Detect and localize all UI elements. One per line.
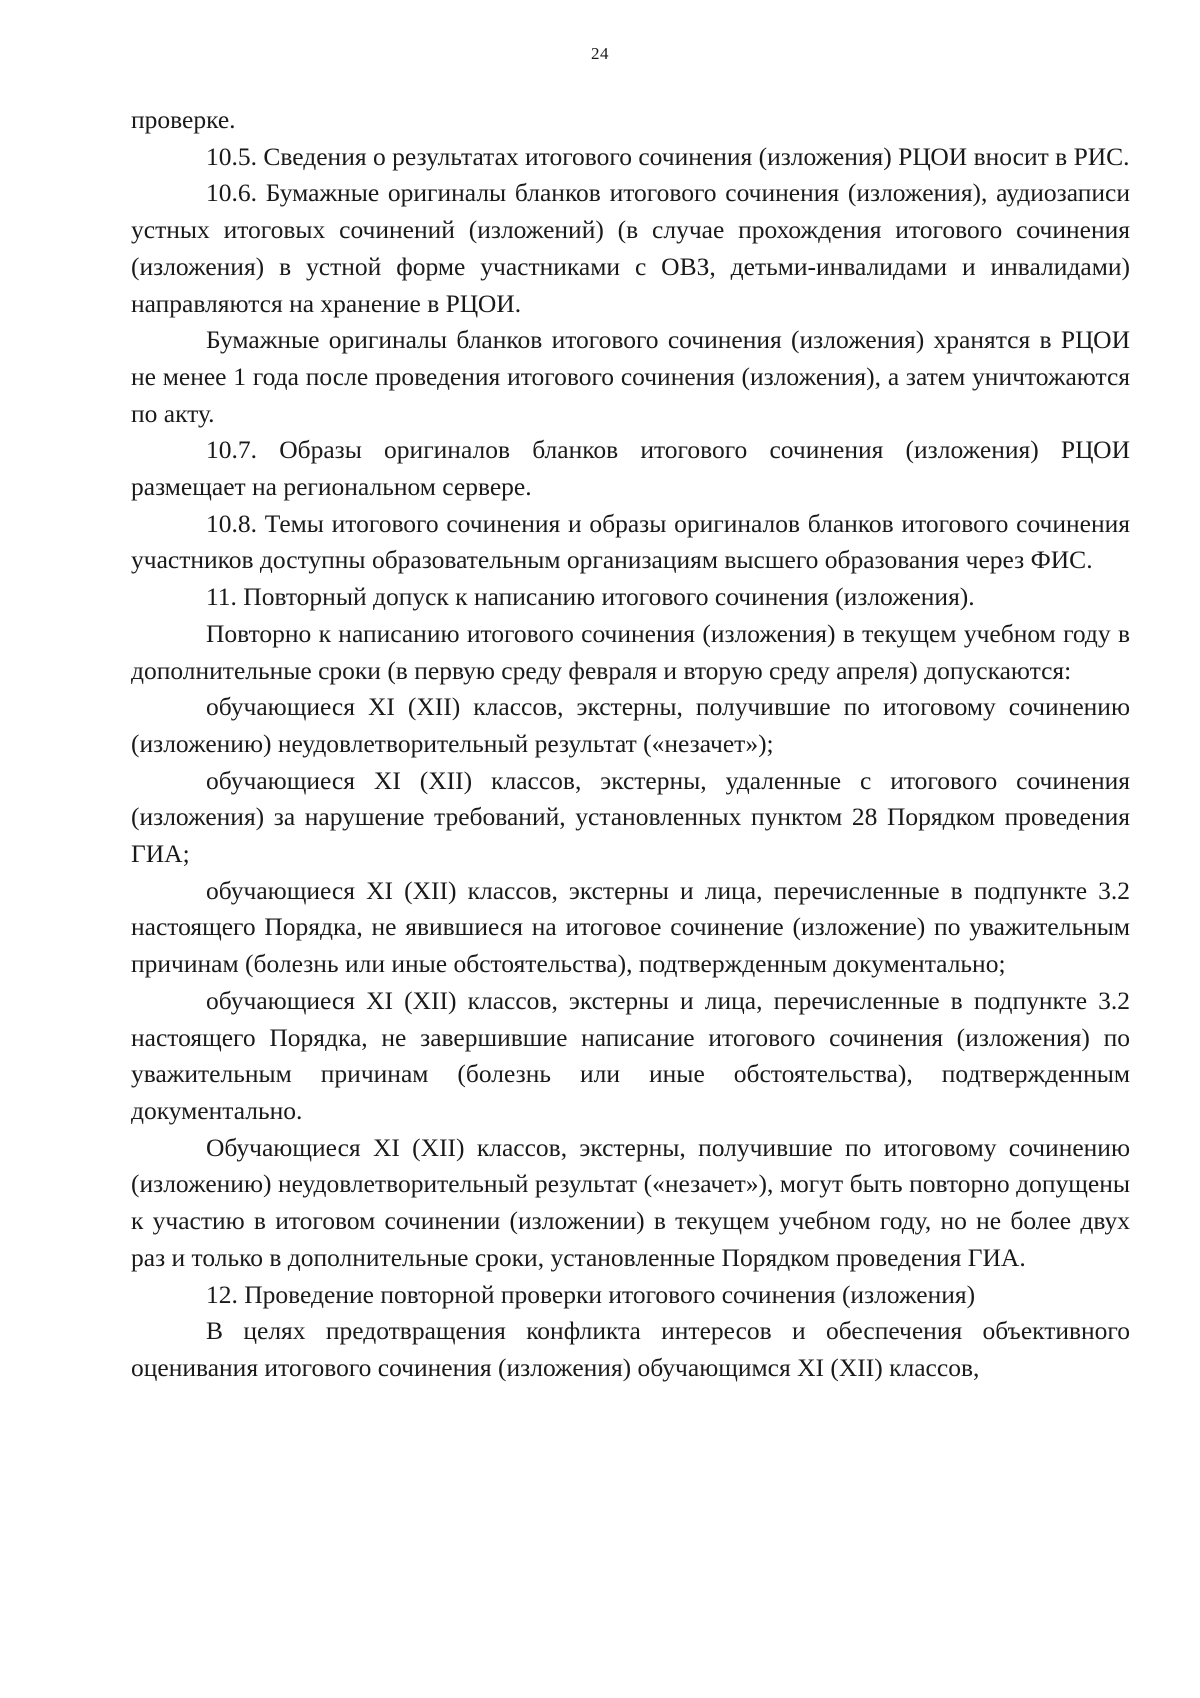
paragraph: 10.8. Темы итогового сочинения и образы оригиналов бланков итогового сочинения участников доступны образовательным организациям высшего образования через ФИС. bbox=[131, 508, 1130, 575]
paragraph: Бумажные оригиналы бланков итогового сочинения (изложения) хранятся в РЦОИ не менее 1 года после проведения итогового сочинения (изложения), а затем уничтожаются по акту. bbox=[131, 325, 1130, 428]
paragraph: проверке. bbox=[131, 105, 236, 134]
paragraph: 10.5. Сведения о результатах итогового сочинения (изложения) РЦОИ вносит в РИС. bbox=[206, 141, 1130, 171]
paragraph: Повторно к написанию итогового сочинения (изложения) в текущем учебном году в дополнительные сроки (в первую среду февраля и вторую среду апреля) допускаются: bbox=[131, 618, 1130, 685]
section-heading: 12. Проведение повторной проверки итогового сочинения (изложения) bbox=[206, 1279, 976, 1309]
list-item: обучающиеся XI (XII) классов, экстерны и лица, перечисленные в подпункте 3.2 настоящего Порядка, не явившиеся на итоговое сочинение (изложение) по уважительным причинам (болезнь или иные обстоятельства), подтвержденным документально; bbox=[131, 875, 1130, 979]
paragraph: 10.6. Бумажные оригиналы бланков итогового сочинения (изложения), аудиозаписи устных итоговых сочинений (изложений) (в случае прохождения итогового сочинения (изложения) в устной форме участниками с ОВЗ, детьми-инвалидами и инвалидами) направляются на хранение в РЦОИ. bbox=[131, 178, 1130, 318]
paragraph: Обучающиеся XI (XII) классов, экстерны, получившие по итоговому сочинению (изложению) неудовлетворительный результат («незачет»), могут быть повторно допущены к участию в итоговом сочинении (изложении) в текущем учебном году, но не более двух раз и только в дополнительные сроки, установленные Порядком проведения ГИА. bbox=[131, 1132, 1130, 1272]
list-item: обучающиеся XI (XII) классов, экстерны, получившие по итоговому сочинению (изложению) неудовлетворительный результат («незачет»); bbox=[131, 692, 1130, 758]
page-number: 24 bbox=[591, 44, 609, 63]
list-item: обучающиеся XI (XII) классов, экстерны, удаленные с итогового сочинения (изложения) за нарушение требований, установленных пунктом 28 Порядком проведения ГИА; bbox=[131, 765, 1130, 869]
paragraph: В целях предотвращения конфликта интересов и обеспечения объективного оценивания итогового сочинения (изложения) обучающимся XI (XII) классов, bbox=[131, 1316, 1130, 1382]
section-heading: 11. Повторный допуск к написанию итогового сочинения (изложения). bbox=[206, 582, 975, 612]
document-body bbox=[131, 102, 1130, 1387]
list-item: обучающиеся XI (XII) классов, экстерны и лица, перечисленные в подпункте 3.2 настоящего Порядка, не завершившие написание итогового сочинения (изложения) по уважительным причинам (болезнь или иные обстоятельства), подтвержденным документально. bbox=[131, 985, 1130, 1125]
paragraph: 10.7. Образы оригиналов бланков итогового сочинения (изложения) РЦОИ размещает на региональном сервере. bbox=[131, 435, 1130, 502]
